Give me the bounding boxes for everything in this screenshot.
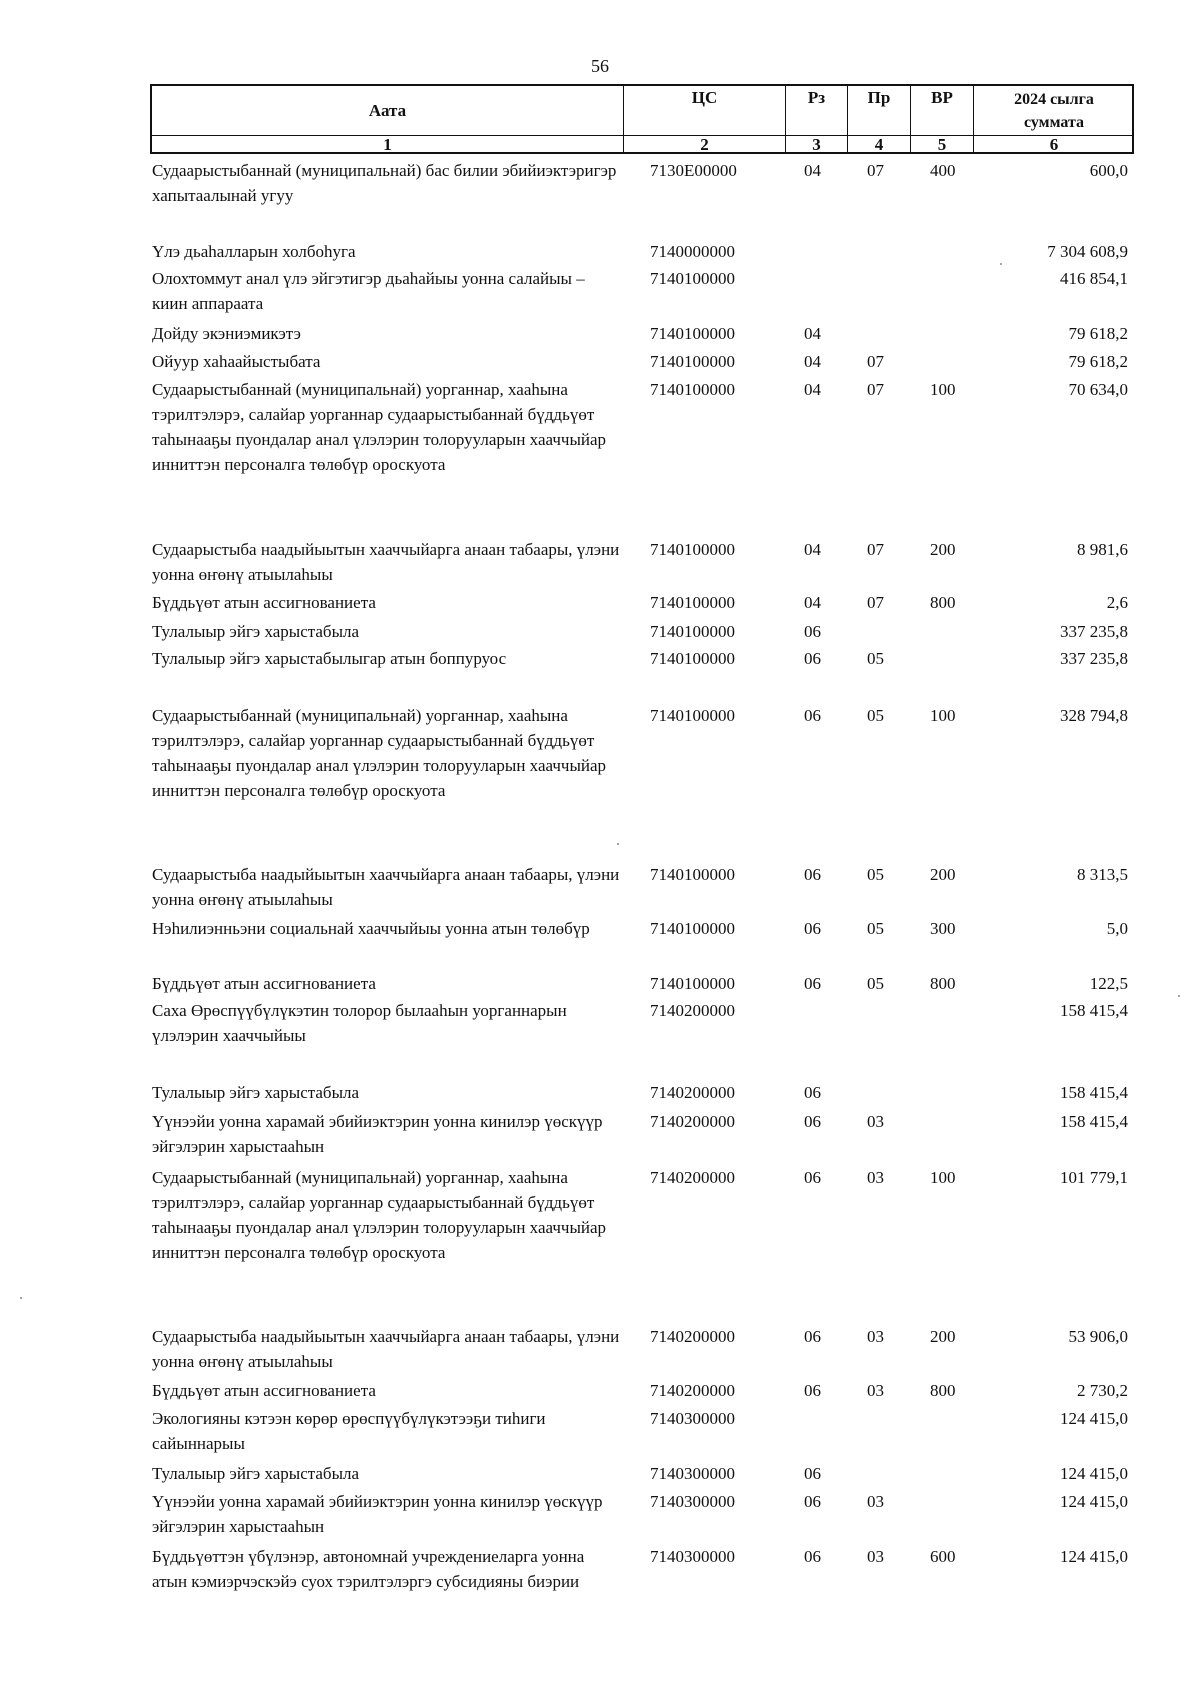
- row-rz: 06: [804, 622, 821, 641]
- row-sum: 101 779,1: [1060, 1168, 1128, 1187]
- row-pr: 03: [867, 1168, 884, 1187]
- row-rz: 04: [804, 380, 821, 399]
- row-pr: 05: [867, 974, 884, 993]
- row-cs: 7140100000: [650, 919, 735, 938]
- row-vr: 300: [930, 919, 956, 938]
- row-sum: 337 235,8: [1060, 649, 1128, 668]
- row-name: Судаарыстыба наадыйыытын хааччыйарга анаан табаары, үлэни уонна өҥөнү атыылаһыы: [152, 865, 620, 909]
- row-cs: 7140100000: [650, 324, 735, 343]
- row-sum: 2 730,2: [1077, 1381, 1128, 1400]
- row-sum: 53 906,0: [1068, 1327, 1128, 1346]
- row-cs: 7140300000: [650, 1409, 735, 1428]
- row-name: Судаарыстыбаннай (муниципальнай) уорганнар, хааһына тэрилтэлэрэ, салайар уорганнар судаарыстыбаннай бүддьүөт таһынааҕы пуондалар анал үлэлэрин толорууларын хааччыйар инниттэн персоналга төлөбүр ороскуота: [152, 706, 607, 800]
- row-sum: 158 415,4: [1060, 1112, 1128, 1131]
- scan-speck: [617, 843, 619, 845]
- row-sum: 70 634,0: [1068, 380, 1128, 399]
- header-num-6: 6: [1049, 135, 1059, 154]
- row-sum: 79 618,2: [1068, 352, 1128, 371]
- row-rz: 04: [804, 540, 821, 559]
- row-sum: 124 415,0: [1060, 1547, 1128, 1566]
- row-pr: 03: [867, 1112, 884, 1131]
- row-vr: 800: [930, 974, 956, 993]
- row-rz: 06: [804, 1168, 821, 1187]
- row-name: Тулалыыр эйгэ харыстабылыгар атын боппуруос: [152, 649, 507, 668]
- row-name: Нэһилиэнньэни социальнай хааччыйыы уонна атын төлөбүр: [152, 919, 590, 938]
- row-cs: 7140200000: [650, 1112, 735, 1131]
- row-pr: 07: [867, 593, 884, 612]
- row-cs: 7140200000: [650, 1083, 735, 1102]
- row-vr: 800: [930, 1381, 956, 1400]
- row-vr: 100: [930, 1168, 956, 1187]
- row-name: Тулалыыр эйгэ харыстабыла: [152, 1464, 360, 1483]
- row-cs: 7140100000: [650, 974, 735, 993]
- row-pr: 03: [867, 1327, 884, 1346]
- row-cs: 7140200000: [650, 1381, 735, 1400]
- scan-speck: [1178, 995, 1180, 997]
- row-sum: 337 235,8: [1060, 622, 1128, 641]
- row-pr: 03: [867, 1547, 884, 1566]
- row-sum: 5,0: [1106, 919, 1128, 938]
- row-name: Экологияны кэтээн көрөр өрөспүүбүлүкэтээҕи тиһиги сайыннарыы: [152, 1409, 546, 1453]
- row-pr: 07: [867, 352, 884, 371]
- row-name: Дойду экэниэмикэтэ: [152, 324, 301, 343]
- header-num-4: 4: [848, 136, 911, 154]
- row-vr: 800: [930, 593, 956, 612]
- row-name: Бүддьүөттэн үбүлэнэр, автономнай учреждениеларга уонна атын кэмиэрчэскэйэ суох тэрилтэлэргэ субсидияны биэрии: [152, 1547, 585, 1591]
- row-name: Үүнээйи уонна харамай эбийиэктэрин уонна кинилэр үөскүүр эйгэлэрин харыстааһын: [152, 1492, 603, 1536]
- row-pr: 05: [867, 706, 884, 725]
- row-vr: 100: [930, 380, 956, 399]
- row-name: Тулалыыр эйгэ харыстабыла: [152, 1083, 360, 1102]
- row-name: Судаарыстыбаннай (муниципальнай) уорганнар, хааһына тэрилтэлэрэ, салайар уорганнар судаарыстыбаннай бүддьүөт таһынааҕы пуондалар анал үлэлэрин толорууларын хааччыйар инниттэн персоналга төлөбүр ороскуота: [152, 1168, 607, 1262]
- header-rz-label: Рз: [807, 88, 826, 107]
- row-pr: 05: [867, 649, 884, 668]
- header-vr-label: ВР: [931, 88, 953, 107]
- row-rz: 06: [804, 865, 821, 884]
- row-rz: 06: [804, 919, 821, 938]
- row-rz: 06: [804, 1464, 821, 1483]
- row-name: Бүддьүөт атын ассигнованиета: [152, 974, 376, 993]
- row-name: Үлэ дьаһалларын холбоһуга: [152, 242, 356, 261]
- row-cs: 7140100000: [650, 593, 735, 612]
- header-num-5: 5: [911, 136, 974, 154]
- row-sum: 600,0: [1089, 161, 1128, 180]
- header-name-label: Аата: [368, 101, 407, 120]
- row-sum: 124 415,0: [1060, 1464, 1128, 1483]
- header-num-2: 2: [624, 136, 786, 154]
- row-pr: 05: [867, 919, 884, 938]
- header-num-1: 1: [152, 136, 624, 154]
- header-num-3: 3: [786, 136, 848, 154]
- page-number: 56: [591, 56, 609, 76]
- header-cs: [624, 86, 786, 136]
- row-rz: 06: [804, 1327, 821, 1346]
- row-sum: 416 854,1: [1060, 269, 1128, 288]
- header-pr: [848, 86, 911, 136]
- row-name: Бүддьүөт атын ассигнованиета: [152, 593, 376, 612]
- row-rz: 06: [804, 1381, 821, 1400]
- row-pr: 07: [867, 540, 884, 559]
- row-sum: 158 415,4: [1060, 1083, 1128, 1102]
- row-cs: 7140100000: [650, 352, 735, 371]
- row-cs: 7140100000: [650, 865, 735, 884]
- scan-speck: [20, 1297, 22, 1299]
- row-name: Тулалыыр эйгэ харыстабыла: [152, 622, 360, 641]
- row-rz: 06: [804, 649, 821, 668]
- row-pr: 03: [867, 1492, 884, 1511]
- row-vr: 400: [930, 161, 956, 180]
- row-cs: 7140200000: [650, 1001, 735, 1020]
- header-name: [152, 86, 624, 136]
- row-vr: 200: [930, 1327, 956, 1346]
- row-name: Үүнээйи уонна харамай эбийиэктэрин уонна кинилэр үөскүүр эйгэлэрин харыстааһын: [152, 1112, 603, 1156]
- row-sum: 122,5: [1089, 974, 1128, 993]
- row-cs: 7140300000: [650, 1464, 735, 1483]
- row-sum: 8 981,6: [1077, 540, 1128, 559]
- row-rz: 04: [804, 593, 821, 612]
- row-cs: 7140000000: [650, 242, 735, 261]
- table-header: [150, 84, 1134, 154]
- row-rz: 04: [804, 352, 821, 371]
- row-sum: 79 618,2: [1068, 324, 1128, 343]
- row-name: Судаарыстыба наадыйыытын хааччыйарга анаан табаары, үлэни уонна өҥөнү атыылаһыы: [152, 1327, 620, 1371]
- row-sum: 8 313,5: [1077, 865, 1128, 884]
- row-cs: 7140100000: [650, 540, 735, 559]
- row-name: Судаарыстыбаннай (муниципальнай) бас билии эбийиэктэригэр хапытаалынай угуу: [152, 161, 617, 205]
- row-pr: 07: [867, 380, 884, 399]
- row-rz: 06: [804, 1083, 821, 1102]
- row-sum: 2,6: [1106, 593, 1128, 612]
- row-vr: 600: [930, 1547, 956, 1566]
- row-rz: 06: [804, 1547, 821, 1566]
- row-name: Бүддьүөт атын ассигнованиета: [152, 1381, 376, 1400]
- row-cs: 7140100000: [650, 269, 735, 288]
- row-cs: 7140100000: [650, 706, 735, 725]
- row-pr: 05: [867, 865, 884, 884]
- row-pr: 03: [867, 1381, 884, 1400]
- header-rz: [786, 86, 848, 136]
- row-vr: 200: [930, 865, 956, 884]
- row-name: Судаарыстыбаннай (муниципальнай) уорганнар, хааһына тэрилтэлэрэ, салайар уорганнар судаарыстыбаннай бүддьүөт таһынааҕы пуондалар анал үлэлэрин толорууларын хааччыйар инниттэн персоналга төлөбүр ороскуота: [152, 380, 607, 474]
- row-sum: 124 415,0: [1060, 1409, 1128, 1428]
- row-sum: 158 415,4: [1060, 1001, 1128, 1020]
- row-cs: 7140300000: [650, 1547, 735, 1566]
- row-pr: 07: [867, 161, 884, 180]
- scan-speck: [1000, 263, 1002, 265]
- header-sum-label: 2024 сылга суммата: [1014, 91, 1094, 131]
- row-rz: 06: [804, 1492, 821, 1511]
- row-rz: 04: [804, 324, 821, 343]
- row-vr: 100: [930, 706, 956, 725]
- row-cs: 7140300000: [650, 1492, 735, 1511]
- row-name: Судаарыстыба наадыйыытын хааччыйарга анаан табаары, үлэни уонна өҥөнү атыылаһыы: [152, 540, 620, 584]
- header-pr-label: Пр: [867, 88, 891, 107]
- row-sum: 124 415,0: [1060, 1492, 1128, 1511]
- row-rz: 04: [804, 161, 821, 180]
- row-name: Олохтоммут анал үлэ эйгэтигэр дьаһайыы уонна салайыы – киин аппараата: [152, 269, 585, 313]
- row-cs: 7130E00000: [650, 161, 737, 180]
- row-name: Ойуур хаһаайыстыбата: [152, 352, 321, 371]
- row-cs: 7140200000: [650, 1327, 735, 1346]
- row-rz: 06: [804, 706, 821, 725]
- row-rz: 06: [804, 974, 821, 993]
- row-cs: 7140100000: [650, 380, 735, 399]
- row-cs: 7140100000: [650, 622, 735, 641]
- row-sum: 328 794,8: [1060, 706, 1128, 725]
- header-cs-label: ЦС: [691, 88, 718, 107]
- header-sum: [974, 86, 1134, 136]
- row-rz: 06: [804, 1112, 821, 1131]
- row-cs: 7140100000: [650, 649, 735, 668]
- row-sum: 7 304 608,9: [1047, 242, 1128, 261]
- header-vr: [911, 86, 974, 136]
- row-name: Саха Өрөспүүбүлүкэтин толорор былааһын уорганнарын үлэлэрин хааччыйыы: [152, 1001, 567, 1045]
- row-vr: 200: [930, 540, 956, 559]
- row-cs: 7140200000: [650, 1168, 735, 1187]
